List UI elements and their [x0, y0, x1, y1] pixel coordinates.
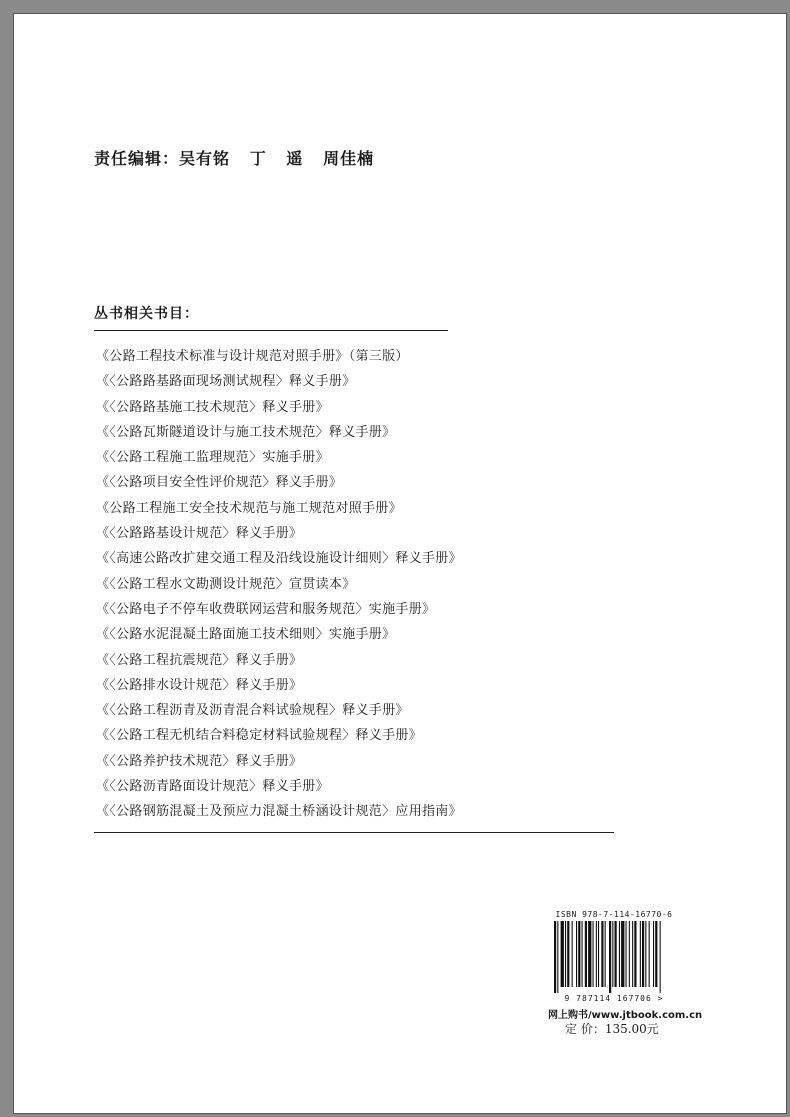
list-item: 《〈公路工程施工监理规范〉实施手册》	[96, 450, 329, 466]
list-item: 《〈公路路基路面现场测试规程〉释义手册》	[96, 374, 356, 390]
list-item: 《〈高速公路改扩建交通工程及沿线设施设计细则〉释义手册》	[96, 551, 462, 567]
list-item: 《〈公路养护技术规范〉释义手册》	[96, 753, 303, 769]
list-item: 《〈公路路基设计规范〉释义手册》	[96, 526, 303, 542]
list-item: 《〈公路沥青路面设计规范〉释义手册》	[96, 779, 329, 795]
list-item: 《〈公路钢筋混凝土及预应力混凝土桥涵设计规范〉应用指南》	[96, 804, 462, 820]
responsible-editors: 责任编辑：吴有铭 丁 遥 周佳楠	[94, 149, 375, 168]
online-store-url: 网上购书/www.jtbook.com.cn	[548, 1010, 703, 1021]
barcode-digits: 9 787114 167706 >	[564, 994, 664, 1003]
series-title: 丛书相关书目：	[94, 306, 199, 322]
list-item: 《〈公路工程沥青及沥青混合料试验规程〉释义手册》	[96, 703, 409, 719]
isbn-label: ISBN 978-7-114-16770-6	[555, 910, 673, 919]
list-item: 《〈公路工程水文勘测设计规范〉宣贯读本》	[96, 576, 356, 592]
list-item: 《〈公路工程无机结合料稳定材料试验规程〉释义手册》	[96, 728, 423, 744]
list-item: 《〈公路路基施工技术规范〉释义手册》	[96, 399, 329, 415]
related-books-list	[96, 344, 462, 825]
list-item: 《〈公路工程抗震规范〉释义手册》	[96, 652, 303, 668]
series-divider-bottom	[94, 832, 614, 833]
list-item: 《公路工程施工安全技术规范与施工规范对照手册》	[96, 500, 402, 516]
isbn-barcode-block	[550, 910, 678, 1003]
list-item: 《〈公路电子不停车收费联网运营和服务规范〉实施手册》	[96, 601, 436, 617]
list-item: 《〈公路排水设计规范〉释义手册》	[96, 677, 303, 693]
list-item: 《公路工程技术标准与设计规范对照手册》（第三版）	[96, 349, 409, 364]
list-item: 《〈公路项目安全性评价规范〉释义手册》	[96, 475, 343, 491]
list-item: 《〈公路水泥混凝土路面施工技术细则〉实施手册》	[96, 627, 396, 643]
barcode-icon	[550, 921, 678, 993]
price-label: 定 价：135.00元	[565, 1022, 659, 1036]
list-item: 《〈公路瓦斯隧道设计与施工技术规范〉释义手册》	[96, 424, 396, 440]
series-divider-top	[94, 330, 448, 331]
